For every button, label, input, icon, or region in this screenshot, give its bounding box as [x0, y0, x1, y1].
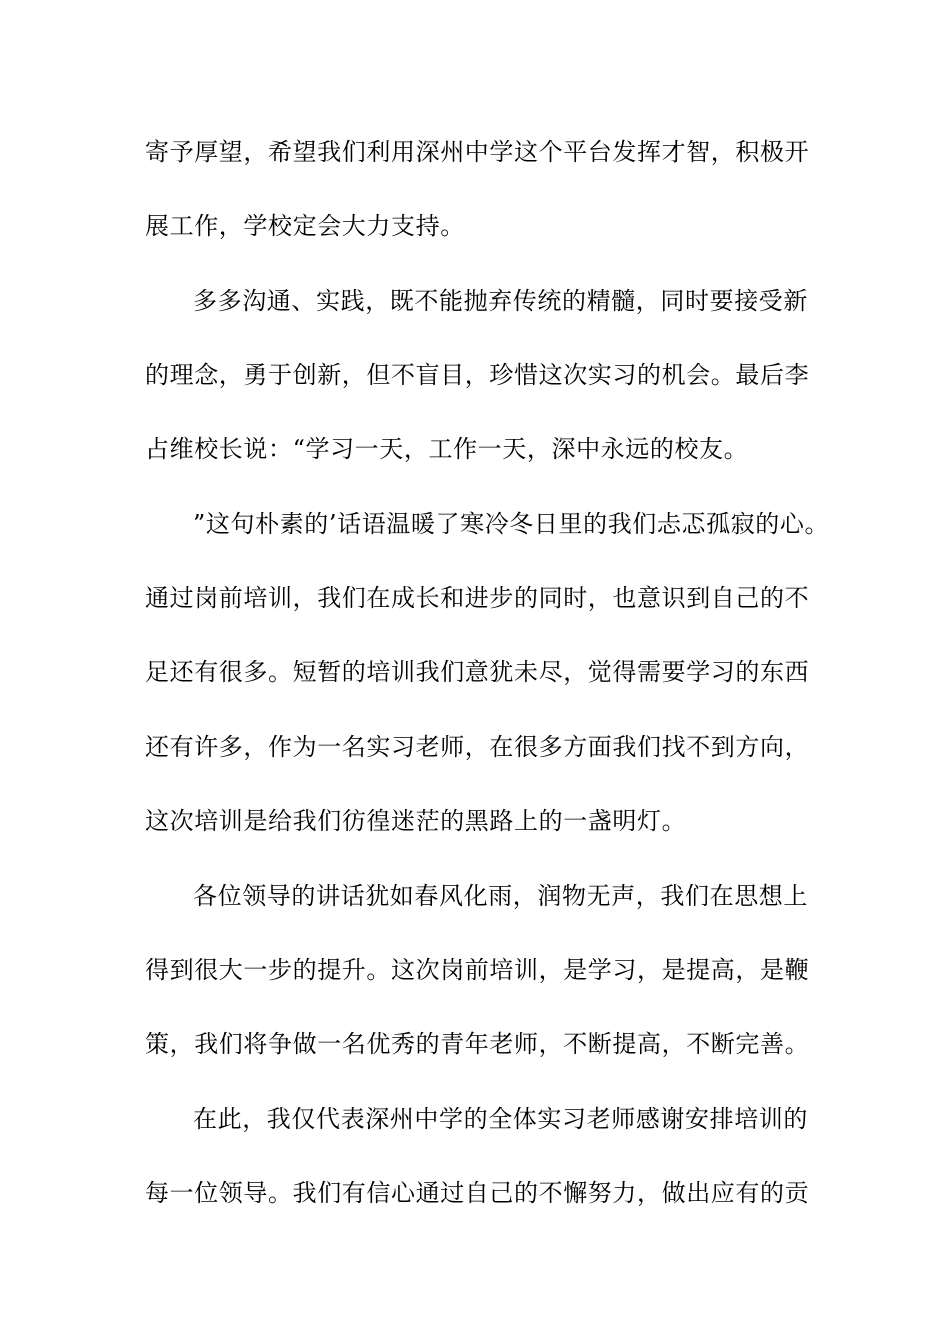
text-line: 足还有很多。短暂的培训我们意犹未尽，觉得需要学习的东西: [145, 658, 810, 686]
text-line: 还有许多，作为一名实习老师，在很多方面我们找不到方向，: [145, 733, 810, 761]
text-line: 的理念，勇于创新，但不盲目，珍惜这次实习的机会。最后李: [145, 361, 810, 389]
text-line: 占维校长说：“学习一天，工作一天，深中永远的校友。: [145, 435, 749, 463]
text-line: 通过岗前培训，我们在成长和进步的同时，也意识到自己的不: [145, 584, 810, 612]
paragraph-first-line: 各位领导的讲话犹如春风化雨，润物无声，我们在思想上: [193, 882, 808, 910]
text-line: 得到很大一步的提升。这次岗前培训，是学习，是提高，是鞭: [145, 956, 810, 984]
paragraph-first-line: 在此，我仅代表深州中学的全体实习老师感谢安排培训的: [193, 1105, 808, 1133]
paragraph-first-line: ”这句朴素的’话语温暖了寒冷冬日里的我们忐忑孤寂的心。: [193, 510, 830, 538]
text-line: 策，我们将争做一名优秀的青年老师，不断提高，不断完善。: [145, 1030, 810, 1058]
text-line: 每一位领导。我们有信心通过自己的不懈努力，做出应有的贡: [145, 1179, 810, 1207]
paragraph-first-line: 多多沟通、实践，既不能抛弃传统的精髓，同时要接受新: [193, 287, 808, 315]
text-line: 寄予厚望，希望我们利用深州中学这个平台发挥才智，积极开: [145, 138, 810, 166]
text-line: 展工作，学校定会大力支持。: [145, 212, 465, 240]
text-line: 这次培训是给我们彷徨迷茫的黑路上的一盏明灯。: [145, 807, 687, 835]
